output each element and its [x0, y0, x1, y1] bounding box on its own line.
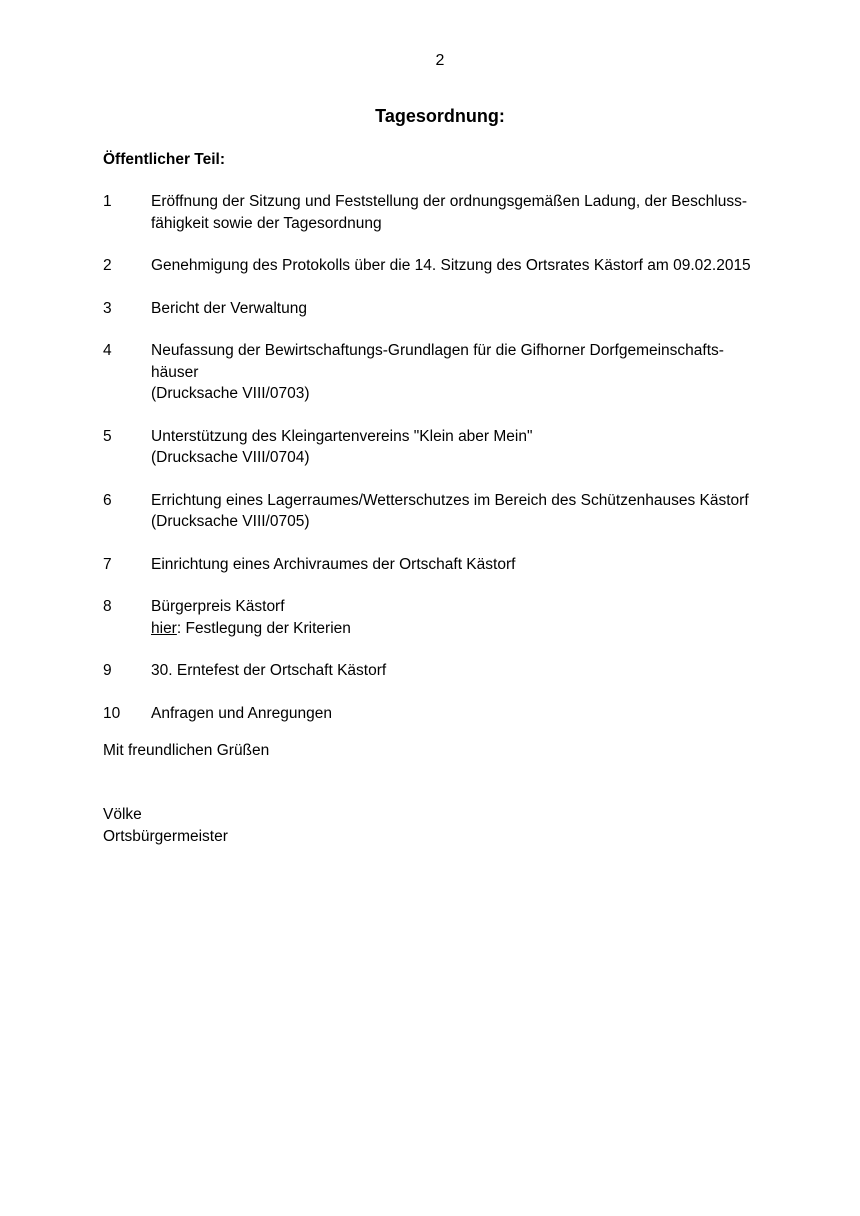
agenda-item-number: 9: [103, 662, 112, 679]
agenda-item: [103, 490, 783, 533]
agenda-item-number: 1: [103, 193, 112, 210]
agenda-item-number: 2: [103, 257, 112, 274]
agenda-item-line: Unterstützung des Kleingartenvereins "Klein aber Mein": [151, 427, 533, 445]
agenda-list: [103, 191, 783, 745]
agenda-item-line: Bericht der Verwaltung: [151, 299, 307, 317]
page-number: 2: [435, 52, 445, 69]
section-heading: Öffentlicher Teil:: [103, 151, 226, 168]
agenda-item-text: [151, 703, 783, 725]
agenda-item-line: Eröffnung der Sitzung und Feststellung der ordnungsgemäßen Ladung, der Beschluss-: [151, 193, 747, 210]
document-title: Tagesordnung:: [375, 106, 505, 126]
agenda-item: [103, 554, 783, 576]
agenda-item-number: 10: [103, 704, 121, 722]
agenda-item-line: Neufassung der Bewirtschaftungs-Grundlagen für die Gifhorner Dorfgemeinschafts-: [151, 342, 724, 359]
agenda-item: [103, 255, 783, 277]
agenda-item-line: 30. Erntefest der Ortschaft Kästorf: [151, 662, 387, 679]
agenda-item-text: [151, 426, 783, 469]
agenda-item: [103, 298, 783, 320]
agenda-item: [103, 596, 783, 639]
agenda-item: [103, 340, 783, 405]
agenda-item-text: [151, 298, 783, 320]
agenda-item-text: [151, 340, 783, 405]
agenda-item: [103, 660, 783, 682]
agenda-item-sub-text: : Festlegung der Kriterien: [176, 619, 351, 637]
agenda-item-number: 4: [103, 342, 112, 359]
agenda-item-subline: [151, 618, 783, 640]
agenda-item-text: [151, 596, 783, 639]
agenda-item-line: Anfragen und Anregungen: [151, 704, 332, 722]
agenda-item-text: [151, 660, 783, 682]
agenda-item-number: 6: [103, 491, 112, 509]
agenda-item-text: [151, 191, 783, 234]
signature-name: Völke: [103, 806, 142, 823]
agenda-item-line: Einrichtung eines Archivraumes der Ortschaft Kästorf: [151, 555, 516, 573]
agenda-item-line: Bürgerpreis Kästorf: [151, 598, 285, 615]
agenda-item-number: 3: [103, 299, 112, 317]
agenda-item: [103, 191, 783, 234]
agenda-item-line: (Drucksache VIII/0703): [151, 385, 310, 402]
agenda-item-line: fähigkeit sowie der Tagesordnung: [151, 214, 382, 232]
agenda-item-line: Errichtung eines Lagerraumes/Wetterschutzes im Bereich des Schützenhauses Kästorf: [151, 491, 749, 509]
agenda-item-line: häuser: [151, 363, 199, 381]
signature-role: Ortsbürgermeister: [103, 828, 228, 845]
agenda-item-line: (Drucksache VIII/0705): [151, 513, 310, 530]
agenda-item-line: Genehmigung des Protokolls über die 14. Sitzung des Ortsrates Kästorf am 09.02.2015: [151, 257, 751, 274]
agenda-item-number: 8: [103, 598, 112, 615]
agenda-item-line: (Drucksache VIII/0704): [151, 449, 310, 466]
agenda-item-text: [151, 255, 783, 277]
agenda-item-number: 5: [103, 427, 112, 445]
agenda-item-text: [151, 554, 783, 576]
agenda-item-sub-prefix: hier: [151, 619, 177, 637]
agenda-item: [103, 426, 783, 469]
agenda-item-number: 7: [103, 555, 112, 573]
agenda-item-text: [151, 490, 783, 533]
closing-greeting: Mit freundlichen Grüßen: [103, 742, 270, 759]
agenda-item: [103, 703, 783, 725]
